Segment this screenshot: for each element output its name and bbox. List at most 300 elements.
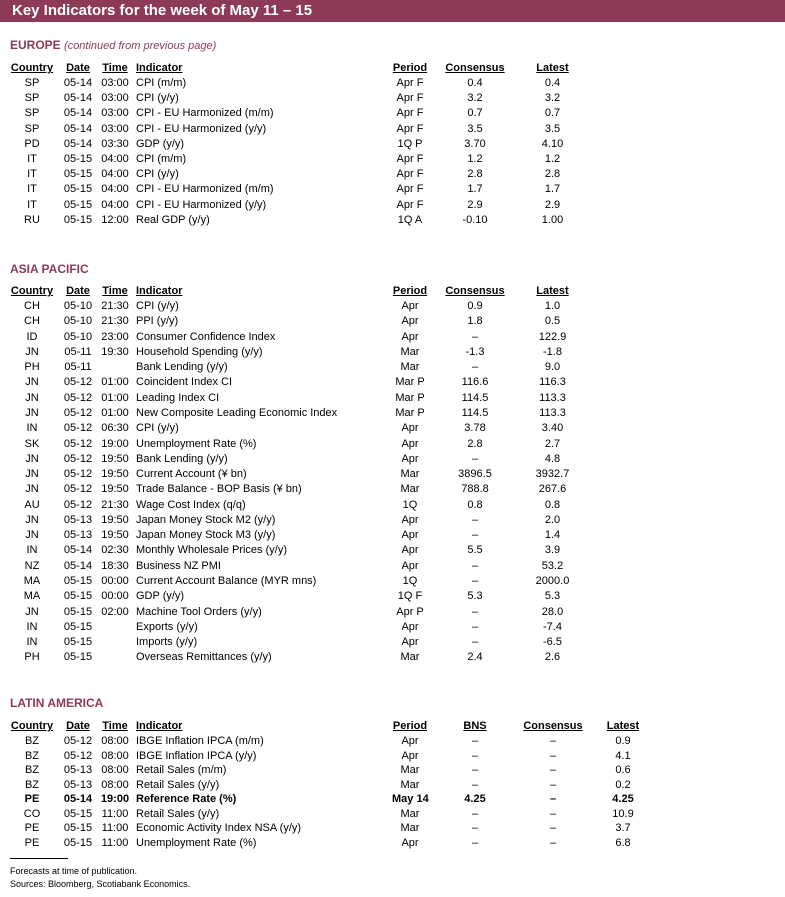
- europe-cell-date: 05-14: [63, 92, 93, 105]
- asia-cell-period: Mar P: [395, 391, 425, 404]
- asia-cell-indicator: Unemployment Rate (%): [136, 437, 257, 450]
- asia-cell-date: 05-15: [63, 590, 93, 603]
- asia-table-row: [0, 650, 785, 665]
- latam-header-consensus: Consensus: [523, 720, 583, 732]
- asia-cell-period: Mar: [400, 651, 420, 664]
- asia-cell-consensus: 788.8: [461, 483, 489, 496]
- asia-title: ASIA PACIFIC: [10, 262, 89, 276]
- latam-table-row: [0, 763, 785, 778]
- asia-cell-date: 05-11: [64, 345, 92, 358]
- asia-table-row: [0, 589, 785, 604]
- europe-cell-indicator: CPI - EU Harmonized (m/m): [136, 107, 274, 120]
- asia-cell-date: 05-14: [63, 544, 93, 557]
- europe-cell-latest: 2.9: [544, 198, 561, 211]
- latam-cell-latest: 0.9: [615, 735, 631, 747]
- europe-cell-date: 05-14: [63, 122, 93, 135]
- europe-cell-time: 04:00: [101, 168, 129, 181]
- asia-cell-country: JN: [25, 483, 39, 496]
- asia-cell-period: Apr: [401, 422, 419, 435]
- asia-cell-period: Mar: [400, 483, 420, 496]
- europe-cell-date: 05-15: [63, 153, 93, 165]
- asia-cell-period: Apr: [401, 636, 419, 649]
- asia-cell-consensus: –: [471, 605, 479, 618]
- asia-cell-time: 19:00: [101, 437, 129, 450]
- asia-cell-country: JN: [25, 605, 39, 618]
- asia-cell-country: PH: [24, 651, 40, 664]
- asia-cell-latest: 1.4: [544, 529, 561, 542]
- latam-cell-indicator: Economic Activity Index NSA (y/y): [136, 822, 302, 834]
- europe-cell-date: 05-15: [63, 183, 93, 196]
- europe-cell-latest: 2.8: [544, 168, 561, 181]
- europe-cell-country: SP: [24, 77, 40, 89]
- asia-cell-consensus: 0.9: [467, 300, 483, 312]
- asia-cell-date: 05-12: [63, 498, 93, 511]
- latam-cell-time: 08:00: [101, 764, 129, 776]
- europe-cell-time: 04:00: [101, 153, 129, 165]
- asia-header-country: Country: [10, 285, 54, 297]
- europe-cell-date: 05-14: [63, 137, 93, 150]
- latam-cell-country: PE: [24, 822, 40, 834]
- asia-cell-country: CH: [24, 300, 40, 312]
- latam-cell-time: 11:00: [101, 822, 129, 834]
- europe-cell-indicator: CPI (y/y): [136, 168, 179, 181]
- asia-cell-indicator: CPI (y/y): [136, 300, 179, 312]
- latam-cell-date: 05-12: [63, 749, 93, 762]
- latam-header-date: Date: [66, 720, 90, 732]
- latam-cell-country: PE: [24, 793, 40, 805]
- asia-cell-period: Mar: [400, 345, 420, 358]
- asia-cell-period: 1Q F: [397, 590, 423, 603]
- asia-cell-consensus: -1.3: [465, 345, 485, 358]
- asia-cell-country: JN: [25, 345, 39, 358]
- latam-cell-bns: –: [471, 836, 479, 849]
- asia-table-row: [0, 467, 785, 482]
- europe-cell-latest: 1.00: [541, 213, 564, 226]
- latam-table-row: [0, 778, 785, 793]
- latam-header-indicator: Indicator: [136, 720, 183, 732]
- asia-cell-date: 05-12: [63, 483, 93, 496]
- asia-cell-latest: 0.8: [544, 498, 561, 511]
- asia-table-row: [0, 635, 785, 650]
- latam-cell-period: Apr: [401, 749, 419, 762]
- europe-header-period: Period: [392, 62, 428, 74]
- latam-cell-indicator: Unemployment Rate (%): [136, 836, 257, 849]
- latam-cell-date: 05-13: [63, 778, 93, 791]
- asia-cell-indicator: PPI (y/y): [136, 315, 179, 328]
- asia-cell-country: MA: [23, 590, 41, 603]
- asia-cell-time: 23:00: [101, 330, 129, 343]
- asia-cell-time: 18:30: [101, 559, 129, 572]
- asia-cell-consensus: –: [471, 575, 479, 588]
- asia-cell-latest: 2.6: [544, 651, 561, 664]
- latam-table-row: [0, 821, 785, 836]
- asia-cell-country: IN: [26, 620, 38, 633]
- europe-header-country: Country: [10, 62, 54, 74]
- asia-table-row: [0, 345, 785, 360]
- latam-cell-latest: 4.25: [612, 793, 634, 805]
- asia-header-consensus: Consensus: [445, 285, 505, 297]
- asia-cell-indicator: Current Account Balance (MYR mns): [136, 575, 317, 588]
- latam-cell-period: May 14: [392, 793, 429, 805]
- europe-table-row: [0, 198, 785, 213]
- asia-cell-time: 00:00: [101, 575, 129, 588]
- asia-cell-period: Apr: [401, 620, 419, 633]
- europe-cell-country: RU: [24, 213, 40, 226]
- europe-cell-indicator: CPI - EU Harmonized (y/y): [136, 122, 267, 135]
- europe-cell-indicator: CPI - EU Harmonized (y/y): [136, 198, 267, 211]
- footnote-sources: Sources: Bloomberg, Scotiabank Economics.: [10, 879, 191, 889]
- asia-cell-consensus: –: [471, 529, 479, 542]
- europe-cell-time: 03:00: [101, 77, 129, 89]
- europe-cell-indicator: CPI (m/m): [136, 153, 187, 165]
- asia-cell-consensus: 114.5: [461, 406, 489, 419]
- asia-table-row: [0, 299, 785, 314]
- asia-cell-date: 05-10: [63, 330, 93, 343]
- asia-cell-consensus: –: [471, 513, 479, 526]
- latam-cell-period: Mar: [400, 778, 420, 791]
- europe-cell-latest: 1.2: [544, 153, 561, 165]
- asia-cell-latest: -1.8: [543, 345, 562, 358]
- asia-cell-indicator: Consumer Confidence Index: [136, 330, 276, 343]
- latam-cell-time: 19:00: [100, 793, 130, 805]
- asia-cell-consensus: 2.8: [467, 437, 483, 450]
- asia-cell-time: 02:00: [101, 605, 129, 618]
- europe-cell-country: IT: [27, 183, 37, 196]
- asia-cell-date: 05-11: [64, 361, 92, 374]
- asia-cell-country: JN: [25, 452, 39, 465]
- asia-header-date: Date: [66, 285, 90, 297]
- asia-header-row: [0, 284, 785, 299]
- asia-cell-latest: 0.5: [544, 315, 561, 328]
- europe-cell-date: 05-14: [63, 107, 93, 120]
- asia-cell-time: 21:30: [101, 315, 129, 328]
- europe-header-latest: Latest: [536, 62, 569, 74]
- asia-cell-date: 05-15: [63, 620, 93, 633]
- asia-header-indicator: Indicator: [136, 285, 183, 297]
- europe-cell-country: SP: [24, 122, 40, 135]
- latam-cell-indicator: IBGE Inflation IPCA (y/y): [136, 749, 257, 762]
- asia-cell-date: 05-10: [63, 300, 93, 312]
- asia-cell-time: 06:30: [101, 422, 129, 435]
- europe-cell-latest: 0.4: [544, 77, 561, 89]
- asia-cell-consensus: 3896.5: [458, 468, 492, 481]
- asia-cell-time: 19:50: [101, 513, 129, 526]
- latam-table-row: [0, 734, 785, 749]
- asia-cell-time: 00:00: [101, 590, 129, 603]
- europe-table-row: [0, 91, 785, 106]
- asia-cell-period: Apr: [401, 513, 419, 526]
- asia-cell-period: Apr: [401, 544, 419, 557]
- europe-cell-country: IT: [27, 168, 37, 181]
- asia-table-row: [0, 528, 785, 543]
- asia-cell-consensus: 0.8: [467, 498, 483, 511]
- asia-cell-country: JN: [25, 513, 39, 526]
- asia-table-row: [0, 543, 785, 558]
- latam-table-row: [0, 836, 785, 851]
- latam-cell-date: 05-15: [63, 807, 93, 820]
- asia-cell-date: 05-12: [63, 406, 93, 419]
- latam-cell-bns: –: [471, 764, 479, 776]
- europe-cell-period: 1Q A: [397, 213, 423, 226]
- asia-cell-period: Apr: [401, 529, 419, 542]
- asia-cell-period: Mar P: [395, 376, 425, 389]
- latam-cell-time: 08:00: [101, 735, 129, 747]
- europe-cell-consensus: 2.9: [467, 198, 483, 211]
- asia-cell-date: 05-15: [63, 636, 93, 649]
- asia-table-row: [0, 559, 785, 574]
- europe-cell-consensus: 3.5: [467, 122, 483, 135]
- asia-header-time: Time: [102, 285, 128, 297]
- asia-table-row: [0, 375, 785, 390]
- europe-cell-date: 05-15: [63, 168, 93, 181]
- asia-cell-date: 05-12: [63, 422, 93, 435]
- latam-cell-consensus: –: [549, 793, 557, 805]
- asia-cell-indicator: Bank Lending (y/y): [136, 361, 228, 374]
- asia-cell-indicator: Bank Lending (y/y): [136, 452, 228, 465]
- asia-header-period: Period: [392, 285, 428, 297]
- asia-cell-latest: 1.0: [544, 300, 561, 312]
- asia-cell-period: Mar P: [395, 406, 425, 419]
- asia-section-title: [10, 262, 89, 276]
- latam-cell-latest: 10.9: [612, 807, 634, 820]
- latam-table-row: [0, 749, 785, 764]
- asia-cell-indicator: GDP (y/y): [136, 590, 185, 603]
- asia-cell-time: 19:50: [101, 452, 129, 465]
- asia-cell-latest: 267.6: [538, 483, 567, 496]
- asia-cell-consensus: 5.5: [467, 544, 483, 557]
- asia-cell-latest: 2.0: [544, 513, 561, 526]
- latam-cell-latest: 3.7: [615, 822, 631, 834]
- europe-cell-time: 03:30: [101, 137, 129, 150]
- asia-cell-latest: 3932.7: [535, 468, 570, 481]
- europe-header-time: Time: [102, 62, 128, 74]
- europe-cell-consensus: 1.2: [467, 153, 483, 165]
- asia-cell-country: IN: [26, 422, 38, 435]
- asia-cell-indicator: Machine Tool Orders (y/y): [136, 605, 262, 618]
- asia-table-row: [0, 391, 785, 406]
- asia-cell-country: JN: [25, 391, 39, 404]
- asia-cell-time: 02:30: [101, 544, 129, 557]
- europe-cell-period: 1Q P: [397, 137, 423, 150]
- latam-title: LATIN AMERICA: [10, 696, 104, 710]
- europe-cell-country: IT: [27, 153, 37, 165]
- asia-cell-country: JN: [25, 376, 39, 389]
- latam-cell-bns: 4.25: [464, 793, 486, 805]
- europe-cell-latest: 0.7: [544, 107, 561, 120]
- latam-cell-time: 08:00: [101, 778, 129, 791]
- asia-table-row: [0, 620, 785, 635]
- asia-cell-date: 05-12: [63, 452, 93, 465]
- latam-cell-period: Apr: [401, 735, 419, 747]
- latam-header-bns: BNS: [463, 720, 487, 732]
- asia-cell-country: IN: [26, 636, 38, 649]
- footnote-forecasts: Forecasts at time of publication.: [10, 866, 138, 876]
- latam-cell-date: 05-15: [63, 836, 93, 849]
- latam-cell-bns: –: [471, 735, 479, 747]
- latam-cell-latest: 0.2: [615, 778, 631, 791]
- latam-cell-bns: –: [471, 807, 479, 820]
- asia-cell-date: 05-15: [63, 651, 93, 664]
- europe-cell-period: Apr F: [396, 153, 424, 165]
- asia-cell-date: 05-10: [63, 315, 93, 328]
- asia-cell-consensus: 2.4: [467, 651, 483, 664]
- europe-cell-time: 03:00: [101, 92, 129, 105]
- latam-cell-period: Mar: [400, 764, 420, 776]
- asia-cell-date: 05-15: [63, 575, 93, 588]
- asia-cell-indicator: CPI (y/y): [136, 422, 179, 435]
- asia-cell-period: Apr: [401, 559, 419, 572]
- europe-cell-time: 12:00: [101, 213, 129, 226]
- europe-cell-date: 05-15: [63, 198, 93, 211]
- europe-cell-date: 05-14: [63, 77, 93, 89]
- title-banner: [0, 0, 785, 22]
- latam-cell-date: 05-13: [63, 764, 93, 776]
- footnote-rule: [10, 858, 68, 859]
- latam-cell-time: 11:00: [101, 807, 129, 820]
- latam-cell-period: Apr: [401, 836, 419, 849]
- asia-cell-period: Apr P: [396, 605, 424, 618]
- latam-cell-country: BZ: [24, 778, 40, 791]
- europe-table-row: [0, 213, 785, 228]
- asia-cell-period: Apr: [401, 437, 419, 450]
- asia-cell-time: 21:30: [101, 498, 129, 511]
- asia-table-row: [0, 437, 785, 452]
- europe-cell-period: Apr F: [396, 198, 424, 211]
- latam-cell-time: 11:00: [101, 836, 129, 849]
- latam-cell-date: 05-15: [63, 822, 93, 834]
- europe-header-indicator: Indicator: [136, 62, 183, 74]
- latam-cell-latest: 6.8: [615, 836, 631, 849]
- asia-cell-country: AU: [24, 498, 40, 511]
- asia-cell-indicator: Monthly Wholesale Prices (y/y): [136, 544, 287, 557]
- asia-cell-latest: 113.3: [539, 406, 566, 419]
- latam-cell-indicator: Reference Rate (%): [136, 793, 237, 805]
- latam-cell-country: PE: [24, 836, 40, 849]
- asia-cell-time: 19:50: [101, 468, 129, 481]
- asia-cell-indicator: Japan Money Stock M3 (y/y): [136, 529, 276, 542]
- europe-cell-consensus: 2.8: [467, 168, 483, 181]
- asia-cell-date: 05-13: [63, 513, 93, 526]
- asia-cell-time: 19:30: [101, 345, 129, 358]
- asia-cell-latest: 122.9: [538, 330, 567, 343]
- asia-cell-date: 05-12: [63, 437, 93, 450]
- asia-cell-latest: 5.3: [544, 590, 561, 603]
- asia-cell-indicator: Leading Index CI: [136, 391, 220, 404]
- europe-cell-time: 03:00: [101, 107, 129, 120]
- latam-cell-country: BZ: [24, 749, 40, 762]
- europe-cell-country: SP: [24, 107, 40, 120]
- latam-cell-bns: –: [471, 778, 479, 791]
- asia-cell-date: 05-14: [63, 559, 93, 572]
- europe-cell-period: Apr F: [396, 122, 424, 135]
- latam-table-row: [0, 807, 785, 822]
- asia-cell-consensus: –: [471, 636, 479, 649]
- asia-cell-period: 1Q: [402, 498, 418, 511]
- asia-cell-consensus: –: [471, 330, 479, 343]
- europe-table-row: [0, 167, 785, 182]
- page-title: Key Indicators for the week of May 11 – 15: [12, 2, 313, 19]
- asia-cell-date: 05-15: [63, 605, 93, 618]
- asia-cell-indicator: Wage Cost Index (q/q): [136, 498, 246, 511]
- asia-cell-latest: -6.5: [543, 636, 562, 649]
- asia-cell-time: 21:30: [101, 300, 129, 312]
- latam-cell-latest: 4.1: [615, 749, 631, 762]
- europe-table-row: [0, 106, 785, 121]
- asia-cell-consensus: 114.5: [461, 391, 489, 404]
- asia-cell-period: Mar: [400, 361, 420, 374]
- europe-cell-time: 04:00: [101, 183, 129, 196]
- europe-cell-country: PD: [24, 137, 40, 150]
- latam-header-latest: Latest: [606, 720, 640, 732]
- asia-cell-country: ID: [26, 330, 38, 343]
- asia-cell-time: 01:00: [101, 391, 129, 404]
- europe-cell-consensus: 3.70: [464, 137, 486, 150]
- europe-header-date: Date: [66, 62, 90, 74]
- latam-header-row: [0, 719, 785, 734]
- asia-table-row: [0, 330, 785, 345]
- asia-cell-country: SK: [24, 437, 40, 450]
- asia-cell-latest: 3.40: [541, 422, 564, 435]
- europe-cell-indicator: Real GDP (y/y): [136, 213, 210, 226]
- europe-cell-consensus: 0.4: [467, 77, 483, 89]
- asia-cell-indicator: Japan Money Stock M2 (y/y): [136, 513, 276, 526]
- asia-header-latest: Latest: [536, 285, 569, 297]
- latam-cell-indicator: IBGE Inflation IPCA (m/m): [136, 735, 264, 747]
- latam-cell-indicator: Retail Sales (m/m): [136, 764, 227, 776]
- asia-cell-period: Mar: [400, 468, 420, 481]
- asia-table-row: [0, 605, 785, 620]
- asia-cell-latest: 2000.0: [535, 575, 570, 588]
- europe-cell-latest: 3.5: [544, 122, 561, 135]
- latam-cell-country: BZ: [24, 735, 40, 747]
- asia-cell-consensus: 3.78: [464, 422, 486, 435]
- asia-cell-period: Apr: [401, 452, 419, 465]
- latam-header-country: Country: [10, 720, 54, 732]
- latam-cell-bns: –: [471, 822, 479, 834]
- asia-cell-time: 19:50: [101, 529, 129, 542]
- asia-table-row: [0, 314, 785, 329]
- europe-cell-indicator: CPI (m/m): [136, 77, 187, 89]
- europe-cell-latest: 4.10: [541, 137, 564, 150]
- europe-table-row: [0, 137, 785, 152]
- asia-cell-indicator: Coincident Index CI: [136, 376, 232, 389]
- europe-cell-country: SP: [24, 92, 40, 105]
- asia-cell-country: IN: [26, 544, 38, 557]
- asia-table-row: [0, 360, 785, 375]
- europe-table-row: [0, 152, 785, 167]
- latam-cell-consensus: –: [549, 764, 557, 776]
- latam-cell-consensus: –: [549, 735, 557, 747]
- asia-cell-indicator: New Composite Leading Economic Index: [136, 406, 338, 419]
- latam-cell-indicator: Retail Sales (y/y): [136, 778, 220, 791]
- asia-cell-indicator: Current Account (¥ bn): [136, 468, 247, 481]
- asia-table-row: [0, 498, 785, 513]
- europe-cell-indicator: CPI - EU Harmonized (m/m): [136, 183, 274, 196]
- latam-cell-country: CO: [23, 807, 41, 820]
- asia-cell-date: 05-13: [63, 529, 93, 542]
- asia-cell-time: 01:00: [101, 376, 129, 389]
- europe-table-row: [0, 182, 785, 197]
- asia-cell-latest: 28.0: [541, 605, 564, 618]
- asia-table-row: [0, 406, 785, 421]
- europe-cell-indicator: CPI (y/y): [136, 92, 179, 105]
- asia-cell-indicator: Imports (y/y): [136, 636, 198, 649]
- asia-cell-consensus: 5.3: [467, 590, 483, 603]
- asia-cell-time: 01:00: [101, 406, 129, 419]
- europe-cell-consensus: 3.2: [467, 92, 483, 105]
- latam-cell-consensus: –: [549, 822, 557, 834]
- asia-cell-period: 1Q: [402, 575, 418, 588]
